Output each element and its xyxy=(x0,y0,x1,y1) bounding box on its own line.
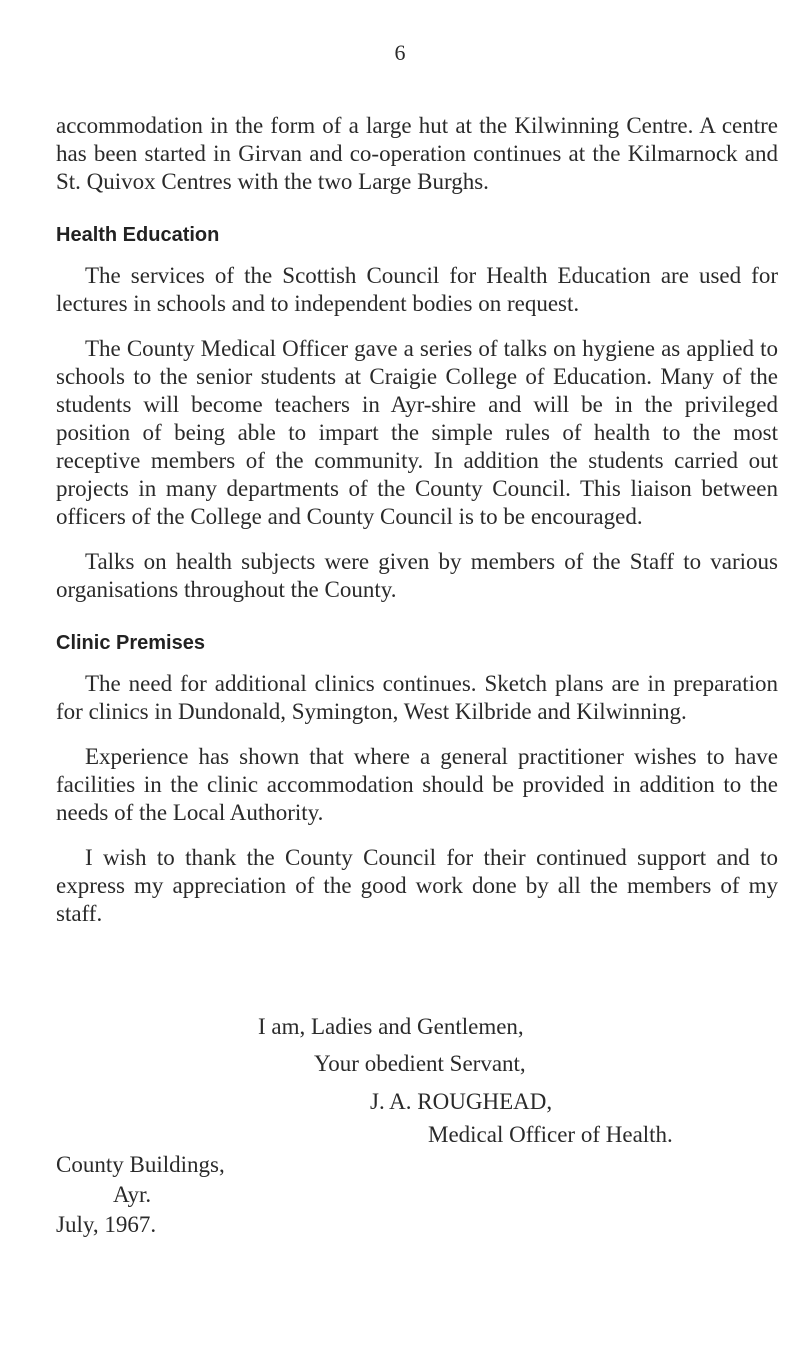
letter-date: July, 1967. xyxy=(56,1212,157,1237)
salutation: I am, Ladies and Gentlemen, xyxy=(258,1014,524,1039)
health-education-paragraph-1: The services of the Scottish Council for Health Education are used for lectures in schools and to independent bodies on request. xyxy=(56,263,778,316)
valediction: Your obedient Servant, xyxy=(314,1051,526,1076)
intro-paragraph: accommodation in the form of a large hut at the Kilwinning Centre. A centre has been started in Girvan and co-operation continues at the Kilmarnock and St. Quivox Centres with the two Large Burghs. xyxy=(56,113,778,194)
health-education-paragraph-3: Talks on health subjects were given by members of the Staff to various organisations throughout the County. xyxy=(56,549,778,602)
health-education-paragraph-2: The County Medical Officer gave a series of talks on hygiene as applied to schools to the senior students at Craigie College of Education. Many of the students will become teachers in Ayr-shire and will be in the privileged position of being able to impart the simple rules of health to the most receptive members of the community. In addition the students carried out projects in many departments of the County Council. This liaison between officers of the College and County Council is to be encouraged. xyxy=(56,336,778,529)
heading-clinic-premises: Clinic Premises xyxy=(56,632,205,654)
address-line-2: Ayr. xyxy=(113,1182,152,1207)
clinic-premises-paragraph-1: The need for additional clinics continues. Sketch plans are in preparation for clinics in Dundonald, Symington, West Kilbride and Kilwinning. xyxy=(56,671,778,724)
page-number: 6 xyxy=(394,40,406,65)
clinic-premises-paragraph-2: Experience has shown that where a general practitioner wishes to have facilities in the clinic accommodation should be provided in addition to the needs of the Local Authority. xyxy=(56,744,778,825)
address-line-1: County Buildings, xyxy=(56,1152,225,1177)
signatory-name: J. A. ROUGHEAD, xyxy=(370,1089,553,1114)
signatory-title: Medical Officer of Health. xyxy=(428,1122,673,1147)
clinic-premises-paragraph-3: I wish to thank the County Council for their continued support and to express my appreciation of the good work done by all the members of my staff. xyxy=(56,845,778,926)
heading-health-education: Health Education xyxy=(56,224,220,246)
letter-body xyxy=(56,112,778,928)
